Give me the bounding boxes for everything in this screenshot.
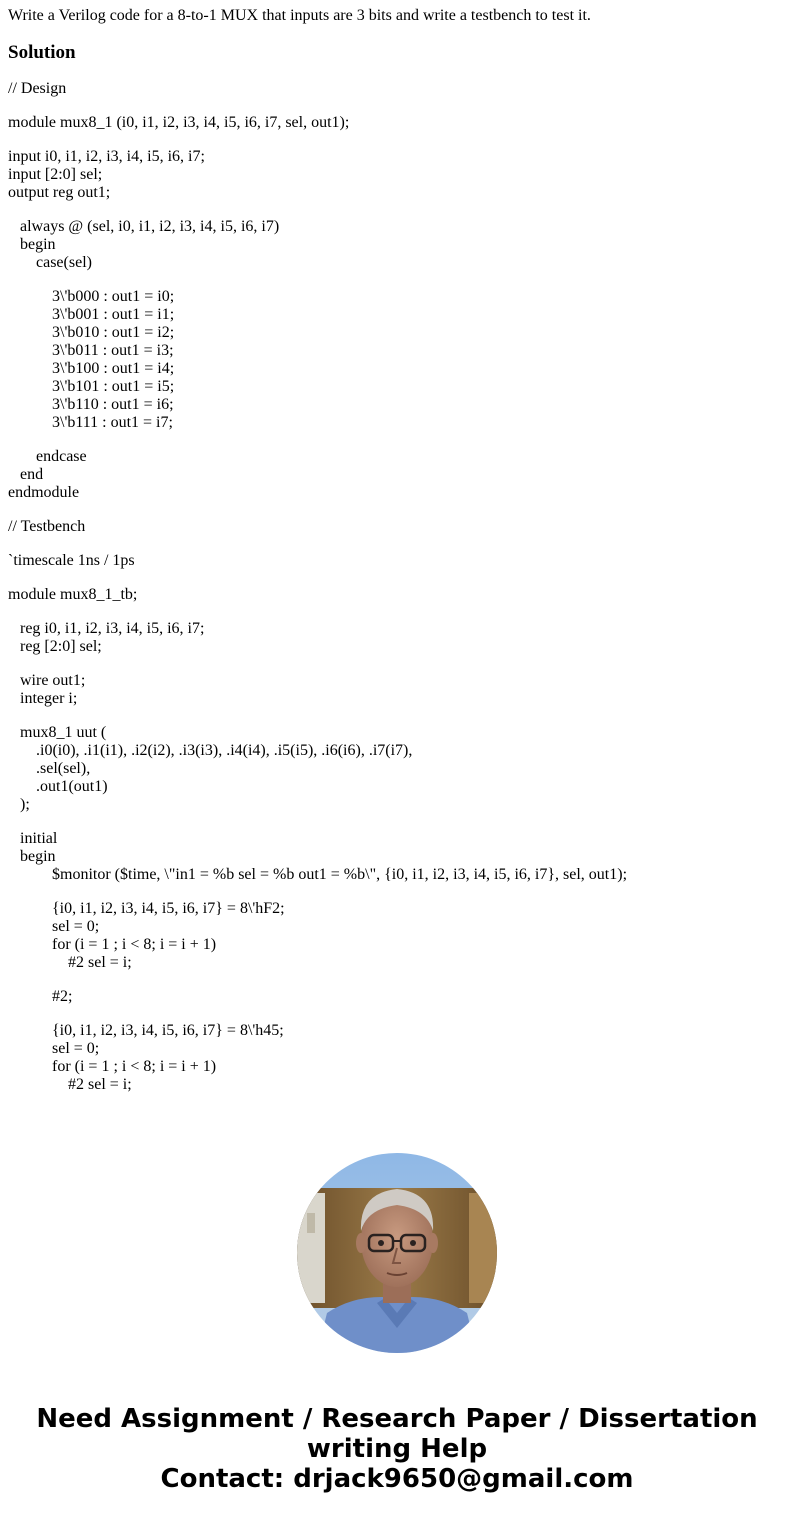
code-line: endcase (8, 448, 87, 465)
code-line: #2 sel = i; (8, 1076, 132, 1093)
code-line: endmodule (8, 484, 80, 501)
solution-heading: Solution (8, 42, 76, 63)
code-line: reg [2:0] sel; (8, 638, 102, 655)
avatar-portrait-icon (297, 1153, 497, 1353)
code-line: begin (8, 236, 56, 253)
design-module-decl: module mux8_1 (i0, i1, i2, i3, i4, i5, i6, i7, sel, out1); (8, 114, 350, 131)
case-item: 3\'b111 : out1 = i7; (8, 414, 173, 431)
code-line: sel = 0; (8, 918, 100, 935)
footer-contact (0, 1404, 794, 1494)
case-item: 3\'b011 : out1 = i3; (8, 342, 174, 359)
case-item: 3\'b100 : out1 = i4; (8, 360, 175, 377)
design-comment: // Design (8, 80, 67, 97)
code-line: input [2:0] sel; (8, 166, 103, 183)
code-line: #2; (8, 988, 73, 1005)
code-line: for (i = 1 ; i < 8; i = i + 1) (8, 936, 217, 953)
testbench-comment: // Testbench (8, 518, 86, 535)
code-line: begin (8, 848, 56, 865)
testbench-module-decl: module mux8_1_tb; (8, 586, 138, 603)
code-line: #2 sel = i; (8, 954, 132, 971)
author-avatar (297, 1153, 497, 1353)
footer-line-2: writing Help (306, 1434, 488, 1464)
code-line: .sel(sel), (8, 760, 91, 777)
code-line: .out1(out1) (8, 778, 108, 795)
testbench-code (8, 518, 786, 1094)
code-line: initial (8, 830, 58, 847)
code-line: end (8, 466, 44, 483)
code-line: mux8_1 uut ( (8, 724, 107, 741)
footer-contact-email: Contact: drjack9650@gmail.com (160, 1464, 634, 1494)
code-line: reg i0, i1, i2, i3, i4, i5, i6, i7; (8, 620, 205, 637)
case-item: 3\'b010 : out1 = i2; (8, 324, 175, 341)
code-line: {i0, i1, i2, i3, i4, i5, i6, i7} = 8\'hF2; (8, 900, 285, 917)
case-item: 3\'b001 : out1 = i1; (8, 306, 175, 323)
code-line: integer i; (8, 690, 78, 707)
code-line: for (i = 1 ; i < 8; i = i + 1) (8, 1058, 217, 1075)
footer-line-1: Need Assignment / Research Paper / Dissertation (36, 1404, 758, 1434)
code-line: sel = 0; (8, 1040, 100, 1057)
case-item: 3\'b110 : out1 = i6; (8, 396, 174, 413)
code-line: ); (8, 796, 30, 813)
case-item: 3\'b101 : out1 = i5; (8, 378, 175, 395)
code-line: always @ (sel, i0, i1, i2, i3, i4, i5, i6, i7) (8, 218, 280, 235)
timescale-line: `timescale 1ns / 1ps (8, 552, 135, 569)
code-line: wire out1; (8, 672, 86, 689)
code-line: {i0, i1, i2, i3, i4, i5, i6, i7} = 8\'h45; (8, 1022, 284, 1039)
code-line: output reg out1; (8, 184, 111, 201)
design-code (8, 80, 786, 502)
code-line: input i0, i1, i2, i3, i4, i5, i6, i7; (8, 148, 205, 165)
code-line: case(sel) (8, 254, 92, 271)
question-text: Write a Verilog code for a 8-to-1 MUX that inputs are 3 bits and write a testbench to test it. (8, 7, 591, 24)
code-line: $monitor ($time, \"in1 = %b sel = %b out1 = %b\", {i0, i1, i2, i3, i4, i5, i6, i7}, sel, out1); (8, 866, 628, 883)
case-item: 3\'b000 : out1 = i0; (8, 288, 175, 305)
code-line: .i0(i0), .i1(i1), .i2(i2), .i3(i3), .i4(i4), .i5(i5), .i6(i6), .i7(i7), (8, 742, 413, 759)
